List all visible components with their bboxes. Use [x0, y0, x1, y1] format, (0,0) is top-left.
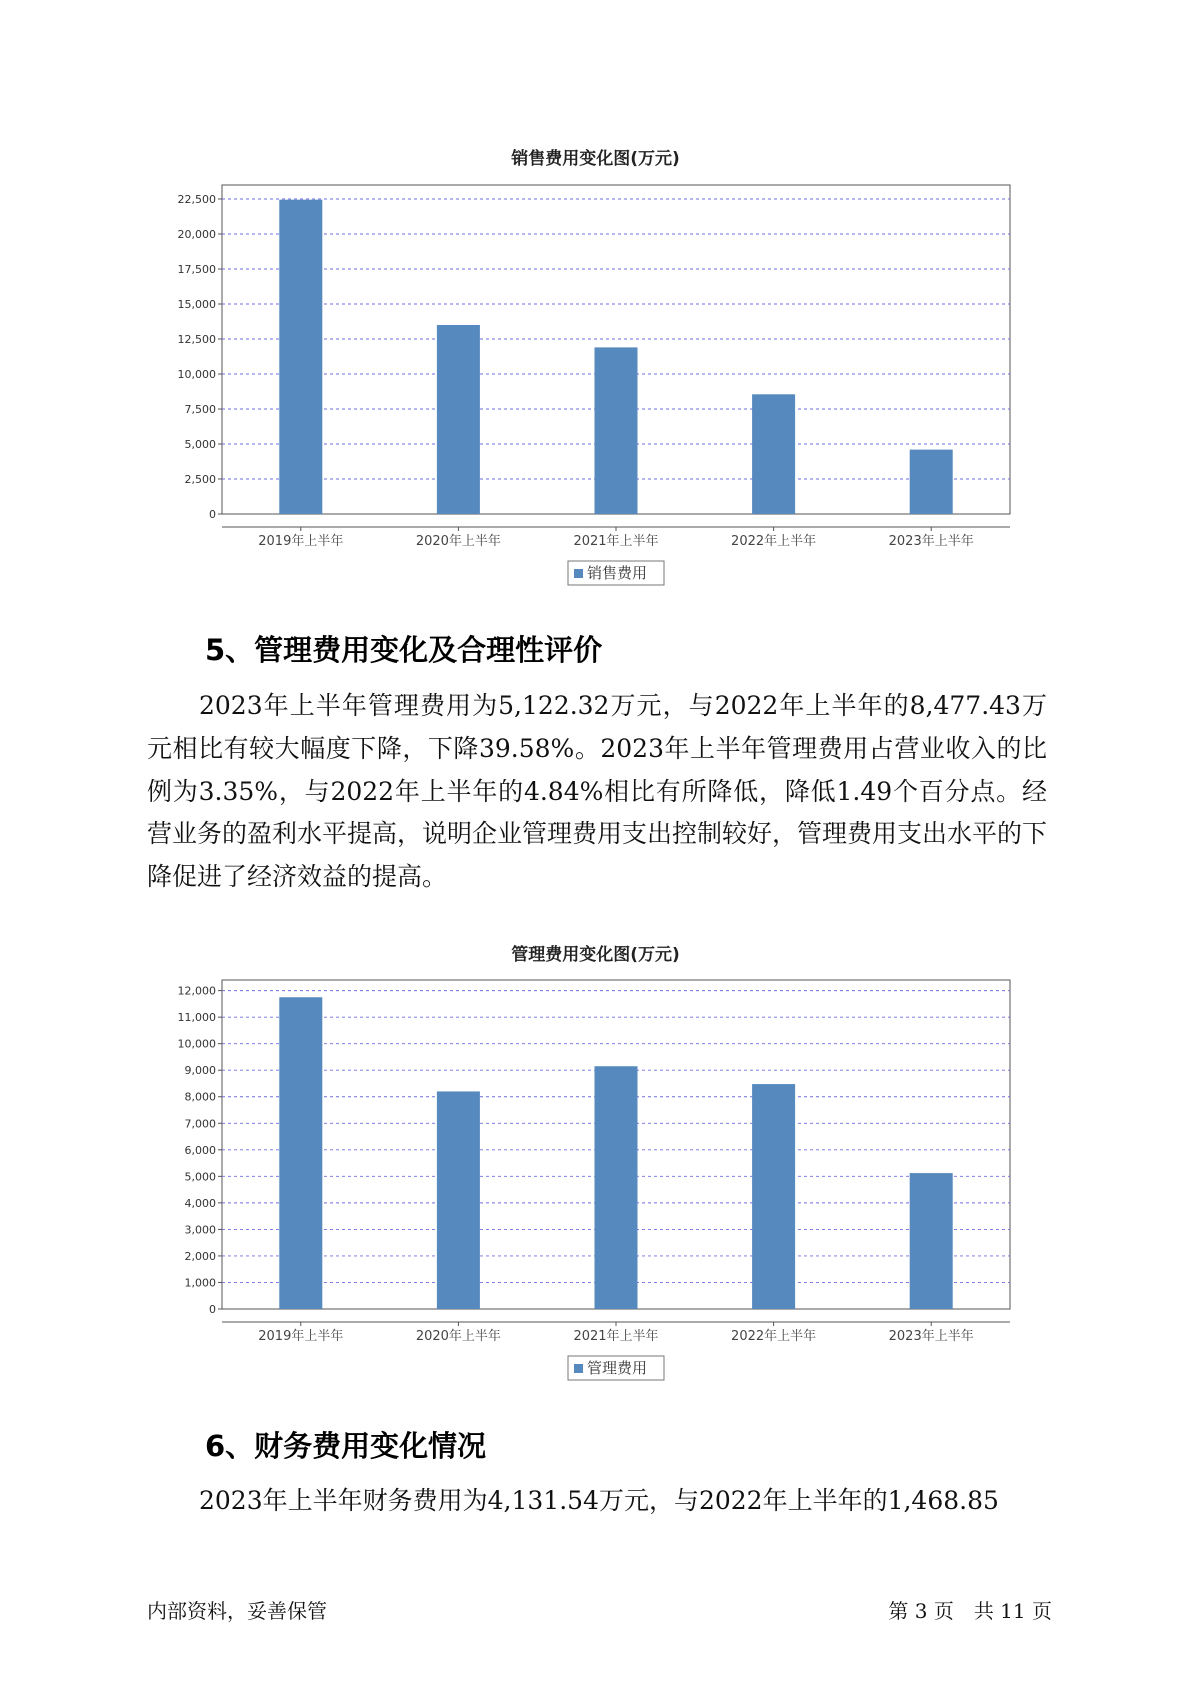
y-tick-label: 10,000: [177, 1037, 216, 1051]
bar: [279, 997, 322, 1309]
section6-heading: 6、财务费用变化情况: [205, 1429, 487, 1463]
bar: [595, 347, 638, 514]
x-tick-label: 2019年上半年: [258, 534, 344, 549]
y-tick-label: 0: [209, 1303, 216, 1316]
chart1-title: 销售费用变化图(万元): [511, 149, 680, 169]
footer-confidential: 内部资料，妥善保管: [147, 1599, 327, 1623]
y-tick-label: 9,000: [184, 1064, 216, 1078]
legend-swatch: [574, 569, 583, 578]
y-tick-label: 6,000: [184, 1143, 216, 1157]
x-tick-label: 2022年上半年: [731, 534, 817, 549]
section6-paragraph: [147, 1480, 1047, 1523]
sales-expense-chart: [0, 175, 1191, 595]
legend-label: 管理费用: [587, 1359, 648, 1377]
y-tick-label: 2,500: [184, 473, 216, 486]
y-tick-label: 1,000: [184, 1276, 216, 1290]
x-tick-label: 2023年上半年: [888, 534, 974, 549]
x-tick-label: 2020年上半年: [415, 534, 501, 549]
y-tick-label: 7,000: [184, 1117, 216, 1131]
bar: [595, 1066, 638, 1309]
y-tick-label: 2,000: [184, 1249, 216, 1263]
section5-heading: 5、管理费用变化及合理性评价: [205, 633, 603, 667]
bar: [752, 394, 795, 514]
y-tick-label: 20,000: [177, 228, 216, 241]
chart2-title: 管理费用变化图(万元): [511, 945, 680, 965]
y-tick-label: 5,000: [184, 438, 216, 451]
x-tick-label: 2021年上半年: [573, 1329, 659, 1344]
section5-paragraph: [147, 685, 1047, 899]
section6-text: 2023年上半年财务费用为4,131.54万元，与2022年上半年的1,468.85: [199, 1486, 999, 1515]
y-tick-label: 10,000: [177, 368, 216, 381]
y-tick-label: 4,000: [184, 1196, 216, 1210]
x-tick-label: 2022年上半年: [731, 1329, 817, 1344]
y-tick-label: 3,000: [184, 1223, 216, 1237]
x-tick-label: 2019年上半年: [258, 1329, 344, 1344]
y-tick-label: 11,000: [177, 1011, 216, 1025]
legend-swatch: [574, 1364, 583, 1373]
y-tick-label: 22,500: [177, 193, 216, 206]
bar: [437, 1091, 480, 1309]
y-tick-label: 8,000: [184, 1090, 216, 1104]
y-tick-label: 15,000: [177, 298, 216, 311]
y-tick-label: 5,000: [184, 1170, 216, 1184]
x-tick-label: 2023年上半年: [888, 1329, 974, 1344]
y-tick-label: 0: [209, 508, 216, 521]
footer-page-number: 第 3 页 共 11 页: [888, 1599, 1052, 1623]
y-tick-label: 7,500: [184, 403, 216, 416]
section5-text: 2023年上半年管理费用为5,122.32万元，与2022年上半年的8,477.43万元相比有较大幅度下降，下降39.58%。2023年上半年管理费用占营业收入的比例为3.35%，与2022年上半年的4.84%相比有所降低，降低1.49个百分点。经营业务的盈利水平提高，说明企业管理费用支出控制较好，管理费用支出水平的下降促进了经济效益的提高。: [147, 691, 1048, 892]
bar: [279, 200, 322, 514]
y-tick-label: 12,500: [177, 333, 216, 346]
x-tick-label: 2020年上半年: [415, 1329, 501, 1344]
bar: [752, 1084, 795, 1309]
x-tick-label: 2021年上半年: [573, 534, 659, 549]
admin-expense-chart: [0, 970, 1191, 1390]
y-tick-label: 12,000: [177, 984, 216, 998]
legend-label: 销售费用: [587, 564, 648, 582]
y-tick-label: 17,500: [177, 263, 216, 276]
bar: [910, 450, 953, 514]
bar: [437, 325, 480, 514]
bar: [910, 1173, 953, 1309]
